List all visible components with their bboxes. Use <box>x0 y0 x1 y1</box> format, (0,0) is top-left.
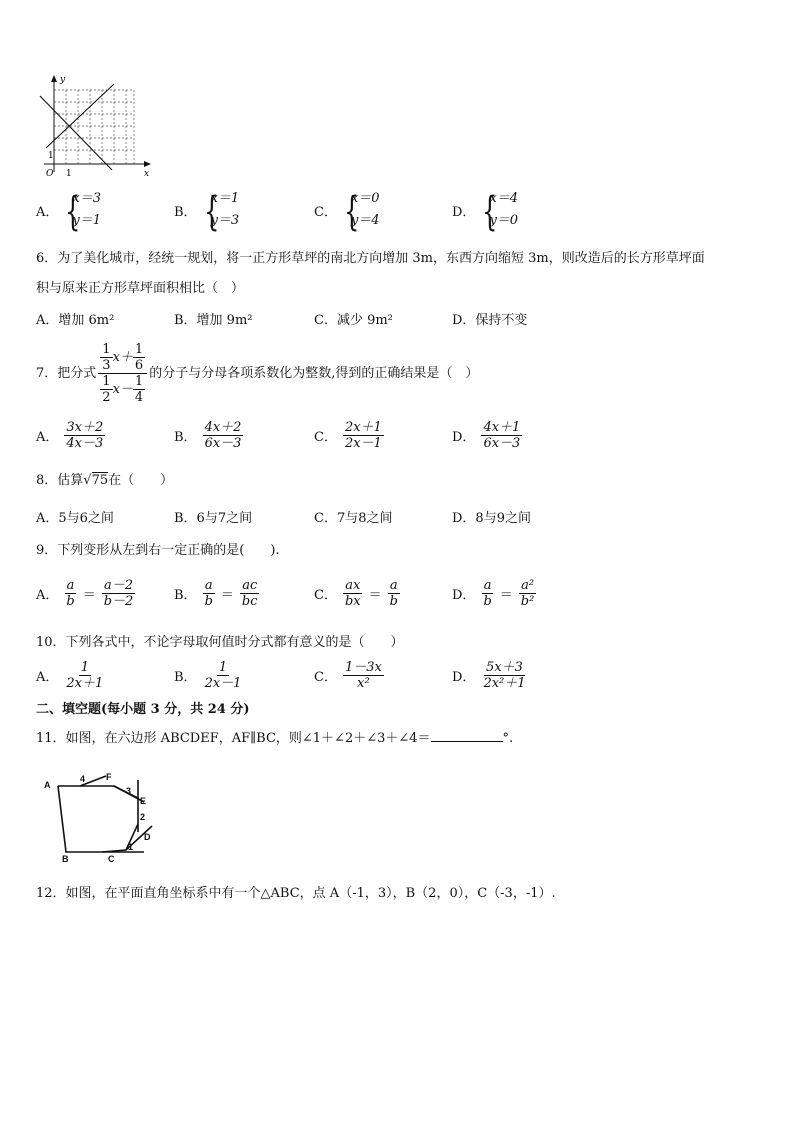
label-D: D <box>144 832 151 842</box>
q9-option-b[interactable]: B． $\frac{a}{b}$ ＝ $\frac{ac}{bc}$ <box>174 578 258 609</box>
q10-option-c[interactable]: C． $\frac{1-3x}{\text{x²}}$ <box>314 660 382 691</box>
line-2 <box>46 84 114 148</box>
label-C: C <box>108 854 115 864</box>
q8-option-c[interactable]: C．7与8之间 <box>314 511 393 526</box>
q6-line2: 积与原来正方形草坪面积相比（ ） <box>36 281 245 296</box>
x-label: x <box>144 169 150 179</box>
q11-stem: 11．如图，在六边形 ABCDEF，AF∥BC，则∠1＋∠2＋∠3＋∠4＝ °. <box>36 731 514 746</box>
q9-option-d[interactable]: D． $\frac{a}{b}$ ＝ $\frac{\text{a²}}{\text{b²}}$ <box>452 578 535 609</box>
q7-option-b[interactable]: B． $\frac{4x+2}{6x-3}$ <box>174 420 242 451</box>
label-F: F <box>106 772 112 782</box>
q5-graph <box>30 72 155 182</box>
q8-stem: 8．估算√75在（ ） <box>36 473 174 488</box>
answer-blank <box>431 729 503 742</box>
q9-option-a[interactable]: A． $\frac{a}{b}$ ＝ $\frac{a-2}{b-2}$ <box>36 578 134 609</box>
angle-2: 2 <box>140 812 146 822</box>
x-tick: 1 <box>66 169 72 179</box>
q5-option-b[interactable]: B． { x＝1 y＝3 <box>174 188 239 232</box>
q8-option-b[interactable]: B．6与7之间 <box>174 511 253 526</box>
q5-option-a[interactable]: A． { x＝3 y＝1 <box>36 188 101 232</box>
q5-option-d[interactable]: D． { x＝4 y＝0 <box>452 188 518 232</box>
origin-label: O <box>46 169 54 179</box>
q7-option-a[interactable]: A． $\frac{3x+2}{4x-3}$ <box>36 420 104 451</box>
q7-option-d[interactable]: D． $\frac{4x+1}{6x-3}$ <box>452 420 521 451</box>
q9-option-c[interactable]: C． $\frac{ax}{bx}$ ＝ $\frac{a}{b}$ <box>314 578 398 609</box>
q11-hexagon-figure <box>40 770 170 865</box>
y-label: y <box>60 75 66 85</box>
label-E: E <box>140 796 147 806</box>
q6-option-b[interactable]: B．增加 9m² <box>174 313 253 328</box>
q6-line1: 6．为了美化城市，经统一规划，将一正方形草坪的南北方向增加 3m，东西方向缩短 3m，则改造后的长方形草坪面 <box>36 251 705 266</box>
y-tick: 1 <box>48 151 54 161</box>
angle-1: 1 <box>128 842 134 852</box>
angle-4: 4 <box>80 774 86 784</box>
label-A: A <box>44 780 51 790</box>
q5-option-c[interactable]: C． { x＝0 y＝4 <box>314 188 380 232</box>
section-heading: 二、填空题(每小题 3 分，共 24 分) <box>36 702 250 717</box>
angle-3: 3 <box>126 786 132 796</box>
q10-option-b[interactable]: B． $\frac{1}{2x-1}$ <box>174 660 242 691</box>
q10-option-d[interactable]: D． $\frac{5x+3}{\text{2x²＋1}}$ <box>452 660 526 691</box>
sqrt-symbol: √ <box>83 473 92 488</box>
q7-option-c[interactable]: C． $\frac{2x+1}{2x-1}$ <box>314 420 382 451</box>
q8-option-a[interactable]: A．5与6之间 <box>36 511 114 526</box>
q9-stem: 9．下列变形从左到右一定正确的是( ). <box>36 543 280 558</box>
q6-option-d[interactable]: D．保持不变 <box>452 313 528 328</box>
q7-complex-fraction: $\frac{1}{3}$ x＋ $\frac{1}{6}$ $\frac{1}{2}$ x－ $\frac{1}{4}$ <box>98 342 147 405</box>
q10-stem: 10．下列各式中，不论字母取何值时分式都有意义的是（ ） <box>36 635 404 650</box>
q6-option-c[interactable]: C．减少 9m² <box>314 313 393 328</box>
q6-option-a[interactable]: A．增加 6m² <box>36 313 115 328</box>
q7-stem: 7．把分式 $\frac{1}{3}$ x＋ $\frac{1}{6}$ $\frac{1}{2}$ x－ $\frac{1}{4}$ 的分子与分母各项系数化为整数,得到的正确结果是（ ） <box>36 342 479 405</box>
q8-option-d[interactable]: D．8与9之间 <box>452 511 531 526</box>
q12-stem: 12．如图，在平面直角坐标系中有一个△ABC，点 A（-1，3），B（2，0），C（-3，-1）. <box>36 886 556 901</box>
q10-option-a[interactable]: A． $\frac{1}{2x+1}$ <box>36 660 104 691</box>
label-B: B <box>62 854 69 864</box>
